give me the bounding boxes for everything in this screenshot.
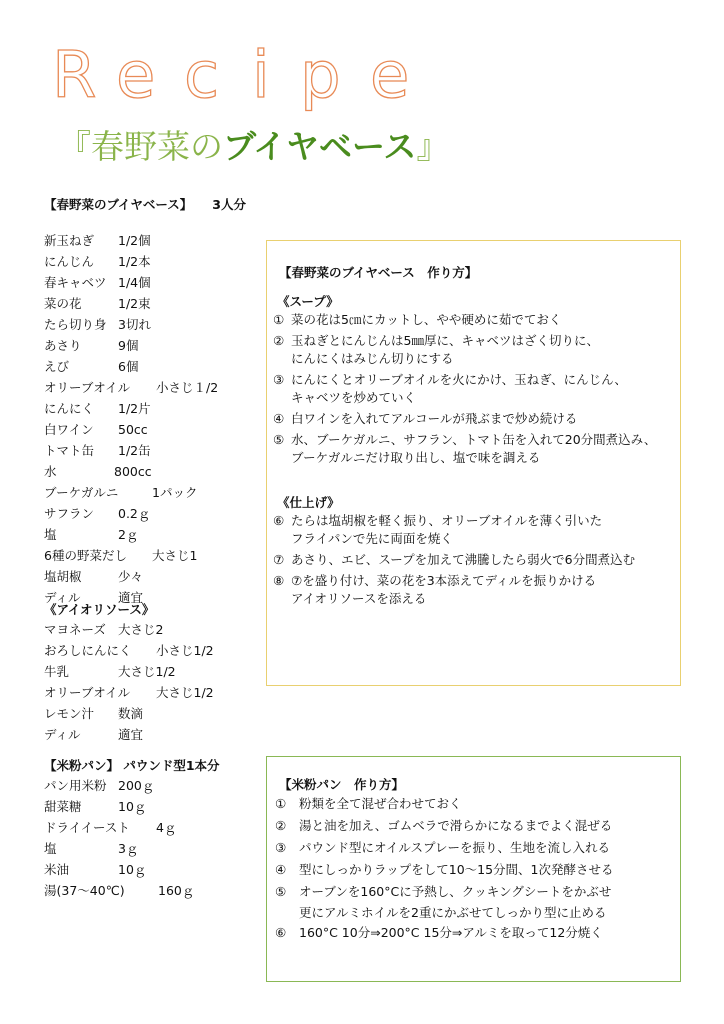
ingredient-name: 6種の野菜だし: [44, 548, 127, 563]
ingredient-amount: 3ｇ: [118, 841, 139, 856]
ingredient-amount: 6個: [118, 359, 139, 374]
step-text: フライパンで先に両面を焼く: [291, 531, 453, 546]
ingredient-row: [44, 547, 198, 565]
step-number: ③: [275, 840, 287, 855]
ingredient-row: [44, 663, 176, 681]
step-text: キャベツを炒めていく: [291, 390, 417, 405]
ingredient-row: [44, 421, 148, 439]
ingredient-row: [44, 463, 152, 481]
ingredient-amount: 4ｇ: [156, 820, 177, 835]
method-step: [275, 793, 462, 814]
finish-header: 《仕上げ》: [277, 495, 340, 510]
method-step: [273, 371, 627, 407]
ingredient-amount: 大さじ2: [118, 622, 164, 637]
ingredient-row: [44, 274, 151, 292]
method-step: [273, 431, 656, 467]
ingredient-row: [44, 798, 147, 816]
servings-label: 3人分: [212, 197, 246, 212]
ingredient-amount: 10ｇ: [118, 799, 147, 814]
ingredient-name: マヨネーズ: [44, 622, 106, 637]
method-step: [273, 332, 599, 368]
recipe-letter: e: [116, 39, 156, 113]
step-text: ブーケガルニだけ取り出し、塩で味を調える: [291, 450, 541, 465]
step-text: 白ワインを入れてアルコールが飛ぶまで炒め続ける: [291, 411, 578, 426]
ingredient-name: 水: [44, 464, 57, 479]
ingredient-amount: 小さじ１/2: [156, 380, 219, 395]
ingredient-row: [44, 684, 214, 702]
ingredient-amount: 1/4個: [118, 275, 151, 290]
ingredient-name: 塩胡椒: [44, 569, 82, 584]
page-title: [58, 124, 449, 170]
step-number: ②: [273, 333, 285, 348]
ingredient-row: [44, 442, 151, 460]
ingredient-amount: 1/2束: [118, 296, 151, 311]
method-step: [273, 551, 635, 569]
ingredient-name: 白ワイン: [44, 422, 94, 437]
method-title: 【春野菜のブイヤベース 作り方】: [279, 265, 478, 280]
ingredient-amount: 1/2個: [118, 233, 151, 248]
step-text: 菜の花は5㎝にカットし、やや硬めに茹でておく: [291, 312, 562, 327]
ingredient-row: [44, 861, 147, 879]
step-number: ③: [273, 372, 285, 387]
bread-method-box: [266, 756, 681, 982]
ingredient-row: [44, 253, 151, 271]
ingredient-row: [44, 777, 155, 795]
ingredient-name: 米油: [44, 862, 70, 877]
ingredient-name: 湯(37〜40℃): [44, 883, 125, 898]
ingredient-row: [44, 819, 177, 837]
step-number: ④: [273, 411, 285, 426]
step-number: ②: [275, 818, 287, 833]
step-number: ⑥: [275, 925, 287, 940]
ingredient-name: 牛乳: [44, 664, 70, 679]
ingredient-name: たら切り身: [44, 317, 107, 332]
title-highlight: ブイヤベース: [223, 127, 417, 166]
ingredient-name: パン用米粉: [44, 778, 107, 793]
ingredient-name: 春キャベツ: [44, 275, 107, 290]
step-number: ⑦: [273, 552, 285, 567]
ingredient-row: [44, 484, 198, 502]
step-text: 玉ねぎとにんじんは5㎜厚に、キャベツはざく切りに、: [291, 333, 599, 348]
ingredient-row: [44, 642, 214, 660]
ingredient-amount: 200ｇ: [118, 778, 155, 793]
ingredients-header-label: 【春野菜のブイヤベース】: [44, 197, 193, 212]
ingredient-name: レモン汁: [44, 706, 95, 721]
ingredient-name: サフラン: [44, 506, 95, 521]
step-number: ④: [275, 862, 287, 877]
method-step: [273, 572, 596, 608]
ingredient-amount: 大さじ1/2: [118, 664, 176, 679]
step-number: ①: [273, 312, 285, 327]
ingredient-name: ディル: [44, 590, 81, 605]
ingredient-amount: 9個: [118, 338, 139, 353]
method-step: [275, 922, 603, 943]
ingredient-amount: 大さじ1/2: [156, 685, 214, 700]
ingredient-row: [44, 337, 139, 355]
aioli-header: 《アイオリソース》: [44, 602, 155, 617]
ingredient-name: えび: [44, 359, 70, 374]
ingredient-name: ブーケガルニ: [44, 485, 119, 500]
method-step: [273, 512, 602, 548]
method-step: [275, 881, 611, 923]
title-close: 』: [416, 127, 450, 166]
ingredient-name: にんじん: [44, 254, 95, 269]
ingredient-name: 塩: [44, 527, 57, 542]
ingredient-amount: 大さじ1: [152, 548, 198, 563]
title-open: 『春野菜の: [58, 127, 223, 166]
ingredient-amount: 10ｇ: [118, 862, 147, 877]
step-text: ⑦を盛り付け、菜の花を3本添えてディルを振りかける: [291, 573, 597, 588]
ingredient-row: [44, 358, 139, 376]
ingredients-header: [44, 195, 246, 213]
ingredient-name: 塩: [44, 841, 57, 856]
method-step: [273, 410, 577, 428]
ingredient-amount: 1/2片: [118, 401, 151, 416]
ingredient-amount: 適宜: [118, 727, 144, 742]
recipe-letter: c: [184, 39, 220, 113]
step-text: アイオリソースを添える: [291, 591, 427, 606]
step-text: にんにくはみじん切りにする: [291, 351, 454, 366]
ingredient-amount: 1/2缶: [118, 443, 151, 458]
ingredient-row: [44, 705, 144, 723]
step-text: 型にしっかりラップをして10〜15分間、1次発酵させる: [299, 862, 614, 877]
ingredient-amount: 1パック: [152, 485, 198, 500]
step-text: たらは塩胡椒を軽く振り、オリーブオイルを薄く引いた: [291, 513, 603, 528]
step-number: ⑤: [275, 884, 287, 899]
ingredient-name: オリーブオイル: [44, 380, 131, 395]
step-text: あさり、エビ、スープを加えて沸騰したら弱火で6分間煮込む: [291, 552, 636, 567]
recipe-letter: p: [300, 39, 341, 113]
ingredient-amount: 800cc: [114, 464, 152, 479]
soup-header: 《スープ》: [277, 294, 339, 309]
step-text: 湯と油を加え、ゴムベラで滑らかになるまでよく混ぜる: [299, 818, 613, 833]
step-number: ⑤: [273, 432, 285, 447]
step-number: ①: [275, 796, 287, 811]
ingredient-name: 甜菜糖: [44, 799, 82, 814]
bouillabaisse-method-box: [266, 240, 681, 686]
ingredient-amount: 1/2本: [118, 254, 151, 269]
ingredient-row: [44, 316, 151, 334]
ingredient-row: [44, 840, 139, 858]
ingredient-name: 新玉ねぎ: [44, 233, 95, 248]
ingredient-amount: 小さじ1/2: [156, 643, 214, 658]
ingredient-name: 菜の花: [44, 296, 82, 311]
method-step: [275, 837, 610, 858]
ingredient-name: ディル: [44, 727, 81, 742]
step-number: ⑧: [273, 573, 285, 588]
ingredient-name: おろしにんにく: [44, 643, 132, 658]
ingredient-row: [44, 526, 139, 544]
ingredient-name: ドライイースト: [44, 820, 130, 835]
ingredient-row: [44, 505, 151, 523]
ingredient-amount: 3切れ: [118, 317, 151, 332]
step-text: パウンド型にオイルスプレーを振り、生地を流し入れる: [299, 840, 611, 855]
step-text: オーブンを160°Cに予熱し、クッキングシートをかぶせ: [299, 884, 612, 899]
step-text: 粉類を全て混ぜ合わせておく: [299, 796, 462, 811]
bread-method-title: 【米粉パン 作り方】: [279, 777, 405, 792]
ingredient-row: [44, 400, 151, 418]
method-step: [275, 859, 614, 880]
method-step: [273, 311, 561, 329]
ingredient-name: あさり: [44, 338, 82, 353]
step-text: 水、ブーケガルニ、サフラン、トマト缶を入れて20分間煮込み、: [291, 432, 657, 447]
recipe-letter: R: [52, 39, 97, 113]
ingredient-amount: 数滴: [118, 706, 144, 721]
bread-header: 【米粉パン】 パウンド型1本分: [44, 758, 220, 773]
ingredient-row: [44, 379, 219, 397]
ingredient-row: [44, 726, 144, 744]
ingredient-row: [44, 882, 195, 900]
step-text: 160°C 10分⇒200°C 15分⇒アルミを取って12分焼く: [299, 925, 603, 940]
ingredient-row: [44, 295, 151, 313]
ingredient-amount: 適宜: [118, 590, 144, 605]
ingredient-row: [44, 232, 151, 250]
step-text: 更にアルミホイルを2重にかぶせてしっかり型に止める: [299, 905, 607, 920]
ingredient-amount: 少々: [118, 569, 144, 584]
ingredient-amount: 0.2ｇ: [118, 506, 151, 521]
ingredient-name: トマト缶: [44, 443, 95, 458]
method-step: [275, 815, 612, 836]
ingredient-row: [44, 621, 164, 639]
ingredient-name: オリーブオイル: [44, 685, 131, 700]
step-text: にんにくとオリーブオイルを火にかけ、玉ねぎ、にんじん、: [291, 372, 627, 387]
step-number: ⑥: [273, 513, 285, 528]
ingredient-name: にんにく: [44, 401, 95, 416]
ingredient-amount: 2ｇ: [118, 527, 139, 542]
recipe-letter: i: [252, 39, 270, 113]
ingredient-amount: 160ｇ: [158, 883, 195, 898]
ingredient-row: [44, 568, 144, 586]
recipe-letter: e: [370, 39, 410, 113]
ingredient-amount: 50cc: [118, 422, 148, 437]
